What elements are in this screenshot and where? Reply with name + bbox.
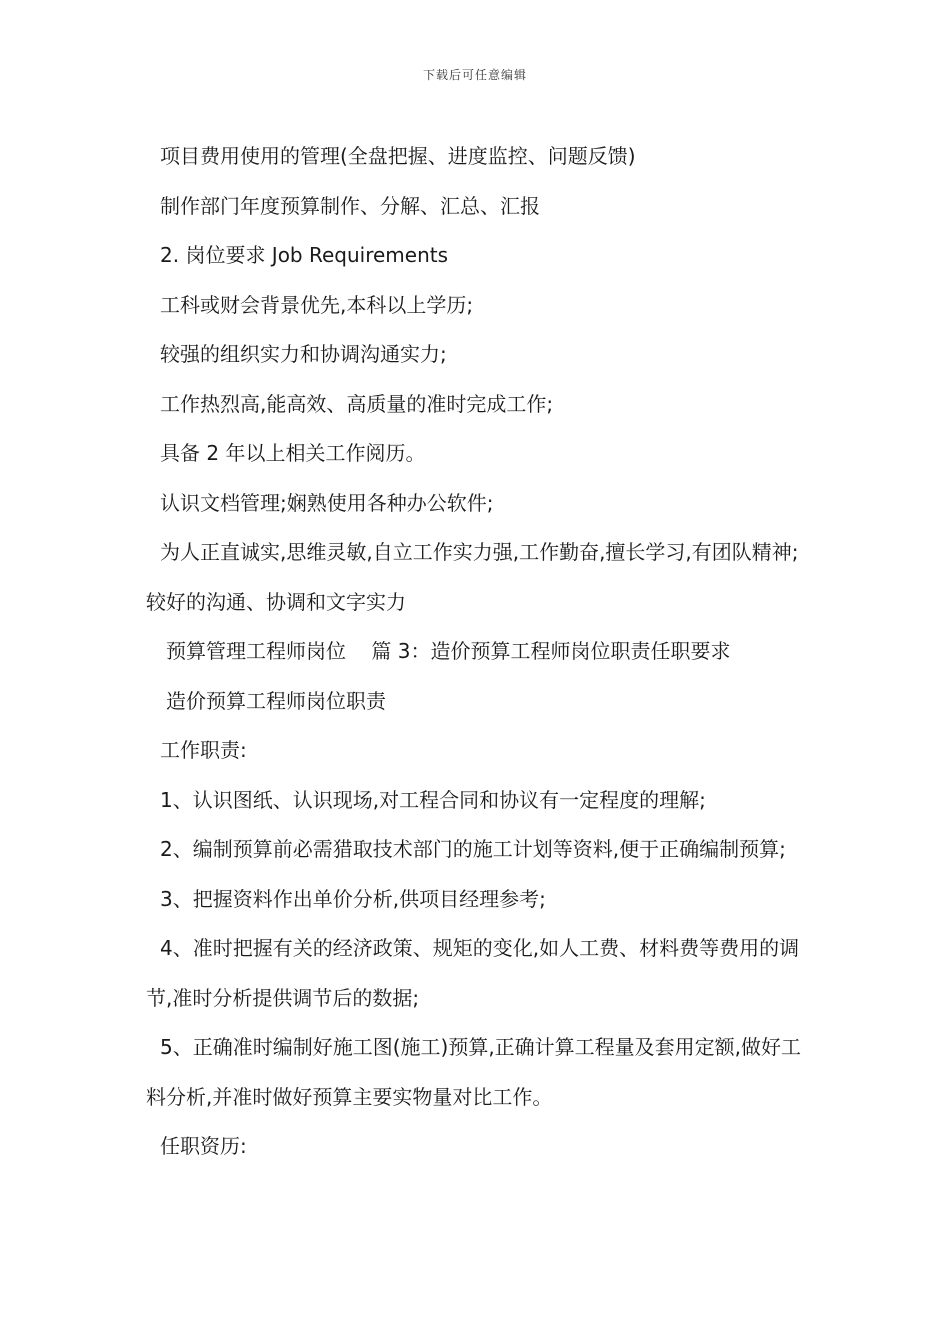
- section-subtitle: 造价预算工程师岗位职责: [166, 688, 386, 713]
- document-body: [146, 132, 812, 1172]
- list-item: 4、准时把握有关的经济政策、规矩的变化,如人工费、材料费等费用的调节,准时分析提供调节后的数据;: [146, 936, 800, 1010]
- section-heading: 2. 岗位要求 Job Requirements: [160, 243, 449, 267]
- paragraph: 为人正直诚实,思维灵敏,自立工作实力强,工作勤奋,擅长学习,有团队精神;较好的沟通、协调和文字实力: [146, 540, 799, 614]
- list-item: 1、认识图纸、认识现场,对工程合同和协议有一定程度的理解;: [160, 787, 706, 812]
- paragraph: 制作部门年度预算制作、分解、汇总、汇报: [160, 193, 540, 218]
- list-item: 2、编制预算前必需猎取技术部门的施工计划等资料,便于正确编制预算;: [160, 837, 786, 861]
- paragraph: 工作职责:: [160, 738, 247, 762]
- list-item: 5、正确准时编制好施工图(施工)预算,正确计算工程量及套用定额,做好工料分析,并准时做好预算主要实物量对比工作。: [146, 1035, 802, 1109]
- paragraph: 具备 2 年以上相关工作阅历。: [160, 441, 426, 465]
- paragraph: 较强的组织实力和协调沟通实力;: [160, 342, 447, 366]
- list-item: 3、把握资料作出单价分析,供项目经理参考;: [160, 886, 546, 911]
- paragraph: 任职资历:: [160, 1134, 247, 1158]
- paragraph: 项目费用使用的管理(全盘把握、进度监控、问题反馈): [160, 144, 636, 168]
- section-title: 预算管理工程师岗位 篇 3：造价预算工程师岗位职责任职要求: [166, 639, 731, 663]
- paragraph: 认识文档管理;娴熟使用各种办公软件;: [160, 490, 494, 515]
- page-header: 下载后可任意编辑: [422, 68, 527, 82]
- paragraph: 工作热烈高,能高效、高质量的准时完成工作;: [160, 391, 554, 416]
- paragraph: 工科或财会背景优先,本科以上学历;: [160, 292, 474, 317]
